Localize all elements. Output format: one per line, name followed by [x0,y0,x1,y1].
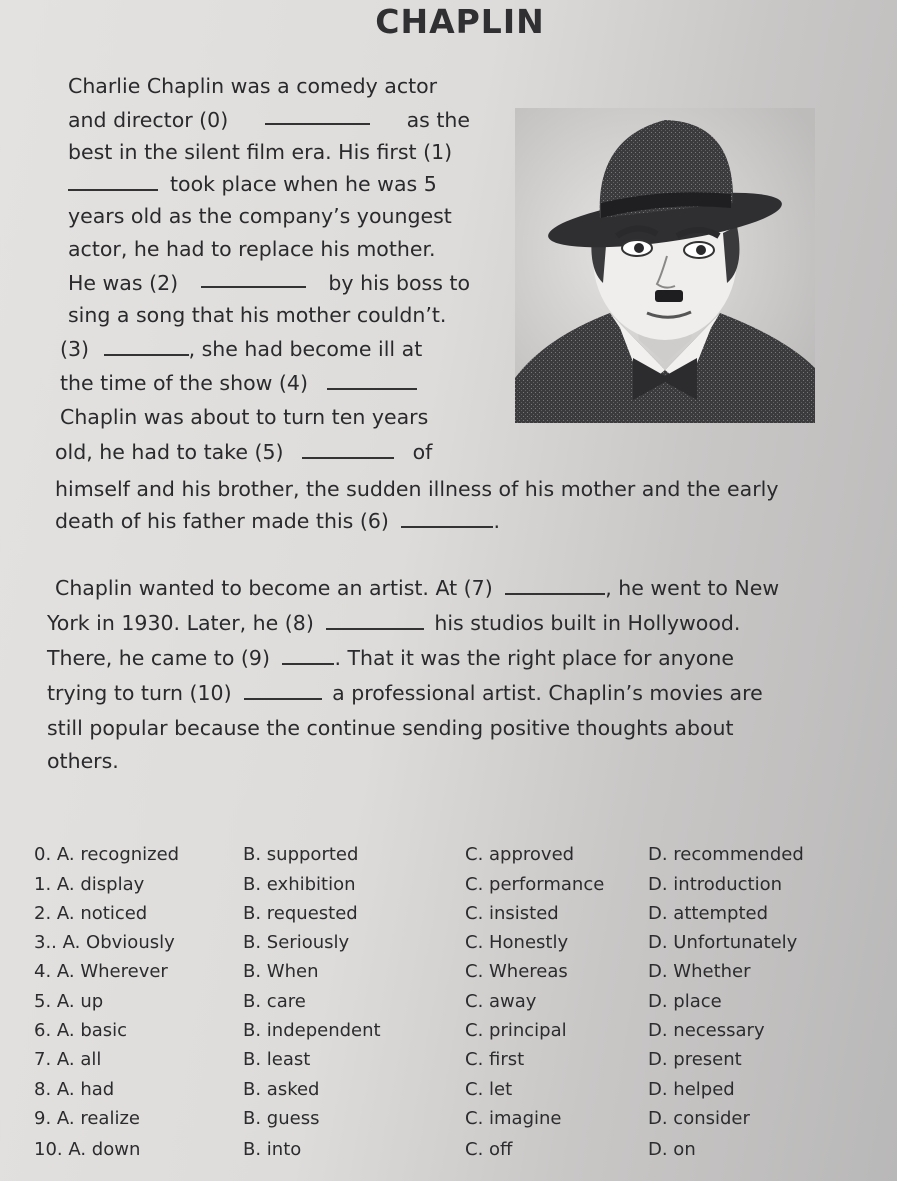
option-1-c[interactable]: C. performance [465,874,605,895]
option-5-d[interactable]: D. place [648,991,722,1012]
page-title: CHAPLIN [375,2,545,41]
option-8-a[interactable]: 8. A. had [34,1079,115,1100]
option-1-b[interactable]: B. exhibition [243,874,356,895]
passage-text: There, he came to (9) [47,646,270,670]
passage-line-12 [55,437,432,467]
option-7-a[interactable]: 7. A. all [34,1049,102,1070]
passage2-line-3 [47,643,734,673]
blank-10[interactable] [244,680,322,700]
passage-line-11: Chaplin was about to turn ten years [60,405,429,429]
option-2-a[interactable]: 2. A. noticed [34,903,148,924]
passage-line-9 [60,334,422,364]
passage2-line-1 [55,573,779,603]
blank-6[interactable] [401,508,493,528]
option-9-d[interactable]: D. consider [648,1108,750,1129]
option-3-d[interactable]: D. Unfortunately [648,932,798,953]
option-6-d[interactable]: D. necessary [648,1020,765,1041]
option-4-d[interactable]: D. Whether [648,961,751,982]
blank-0[interactable] [265,105,370,125]
chaplin-illustration [515,108,815,423]
blank-7[interactable] [505,575,605,595]
passage-line-14 [55,506,500,536]
passage-text: as the [406,108,470,132]
option-8-c[interactable]: C. let [465,1079,513,1100]
option-5-c[interactable]: C. away [465,991,537,1012]
option-9-b[interactable]: B. guess [243,1108,320,1129]
passage-text: the time of the show (4) [60,371,308,395]
blank-2[interactable] [201,268,306,288]
option-2-b[interactable]: B. requested [243,903,358,924]
passage-text: death of his father made this (6) [55,509,389,533]
option-10-a[interactable]: 10. A. down [34,1139,141,1160]
option-0-c[interactable]: C. approved [465,844,575,865]
blank-5[interactable] [302,439,394,459]
option-9-c[interactable]: C. imagine [465,1108,562,1129]
option-6-c[interactable]: C. principal [465,1020,567,1041]
option-4-a[interactable]: 4. A. Wherever [34,961,168,982]
option-5-b[interactable]: B. care [243,991,306,1012]
passage-text: by his boss to [328,271,470,295]
passage2-line-5: still popular because the continue sending positive thoughts about [47,716,734,740]
passage-line-10 [60,368,417,398]
option-8-d[interactable]: D. helped [648,1079,735,1100]
option-2-d[interactable]: D. attempted [648,903,769,924]
passage-line-13: himself and his brother, the sudden illness of his mother and the early [55,477,779,501]
option-10-c[interactable]: C. off [465,1139,513,1160]
passage-text: He was (2) [68,271,179,295]
passage-text: . That it was the right place for anyone [334,646,734,670]
option-4-b[interactable]: B. When [243,961,319,982]
option-3-a[interactable]: 3.. A. Obviously [34,932,175,953]
option-5-a[interactable]: 5. A. up [34,991,104,1012]
option-1-a[interactable]: 1. A. display [34,874,145,895]
passage-text: York in 1930. Later, he (8) [47,611,314,635]
option-9-a[interactable]: 9. A. realize [34,1108,140,1129]
option-10-b[interactable]: B. into [243,1139,302,1160]
option-4-c[interactable]: C. Whereas [465,961,568,982]
passage-line-4 [68,169,437,199]
passage-text: trying to turn (10) [47,681,232,705]
option-1-d[interactable]: D. introduction [648,874,782,895]
passage-line-6: actor, he had to replace his mother. [68,237,436,261]
passage-text: of [412,440,433,464]
passage-line-8: sing a song that his mother couldn’t. [68,303,447,327]
option-3-b[interactable]: B. Seriously [243,932,350,953]
passage-line-2 [68,105,470,135]
blank-4[interactable] [327,370,417,390]
passage-text: and director (0) [68,108,229,132]
passage-text: Chaplin wanted to become an artist. At (7) [55,576,493,600]
passage2-line-2 [47,608,740,638]
passage-text: old, he had to take (5) [55,440,284,464]
option-7-c[interactable]: C. first [465,1049,525,1070]
passage2-line-6: others. [47,749,119,773]
passage-text: , he went to New [605,576,780,600]
option-7-b[interactable]: B. least [243,1049,311,1070]
passage-line-7 [68,268,470,298]
option-0-d[interactable]: D. recommended [648,844,804,865]
option-0-a[interactable]: 0. A. recognized [34,844,180,865]
passage-line-5: years old as the company’s youngest [68,204,452,228]
passage-text: , she had become ill at [188,337,423,361]
passage-text: took place when he was 5 [170,172,437,196]
passage-text: (3) [60,337,90,361]
passage2-line-4 [47,678,763,708]
option-2-c[interactable]: C. insisted [465,903,559,924]
passage-line-3: best in the silent film era. His first (1) [68,140,453,164]
option-10-d[interactable]: D. on [648,1139,696,1160]
option-6-b[interactable]: B. independent [243,1020,381,1041]
blank-9[interactable] [282,645,334,665]
option-7-d[interactable]: D. present [648,1049,742,1070]
blank-1[interactable] [68,171,158,191]
passage-text: a professional artist. Chaplin’s movies are [332,681,763,705]
option-3-c[interactable]: C. Honestly [465,932,569,953]
blank-8[interactable] [326,610,424,630]
option-6-a[interactable]: 6. A. basic [34,1020,128,1041]
blank-3[interactable] [104,336,189,356]
option-8-b[interactable]: B. asked [243,1079,320,1100]
passage-line-1: Charlie Chaplin was a comedy actor [68,74,438,98]
chaplin-photo [515,108,815,423]
option-0-b[interactable]: B. supported [243,844,359,865]
passage-text: his studios built in Hollywood. [434,611,741,635]
passage-text: . [493,509,500,533]
